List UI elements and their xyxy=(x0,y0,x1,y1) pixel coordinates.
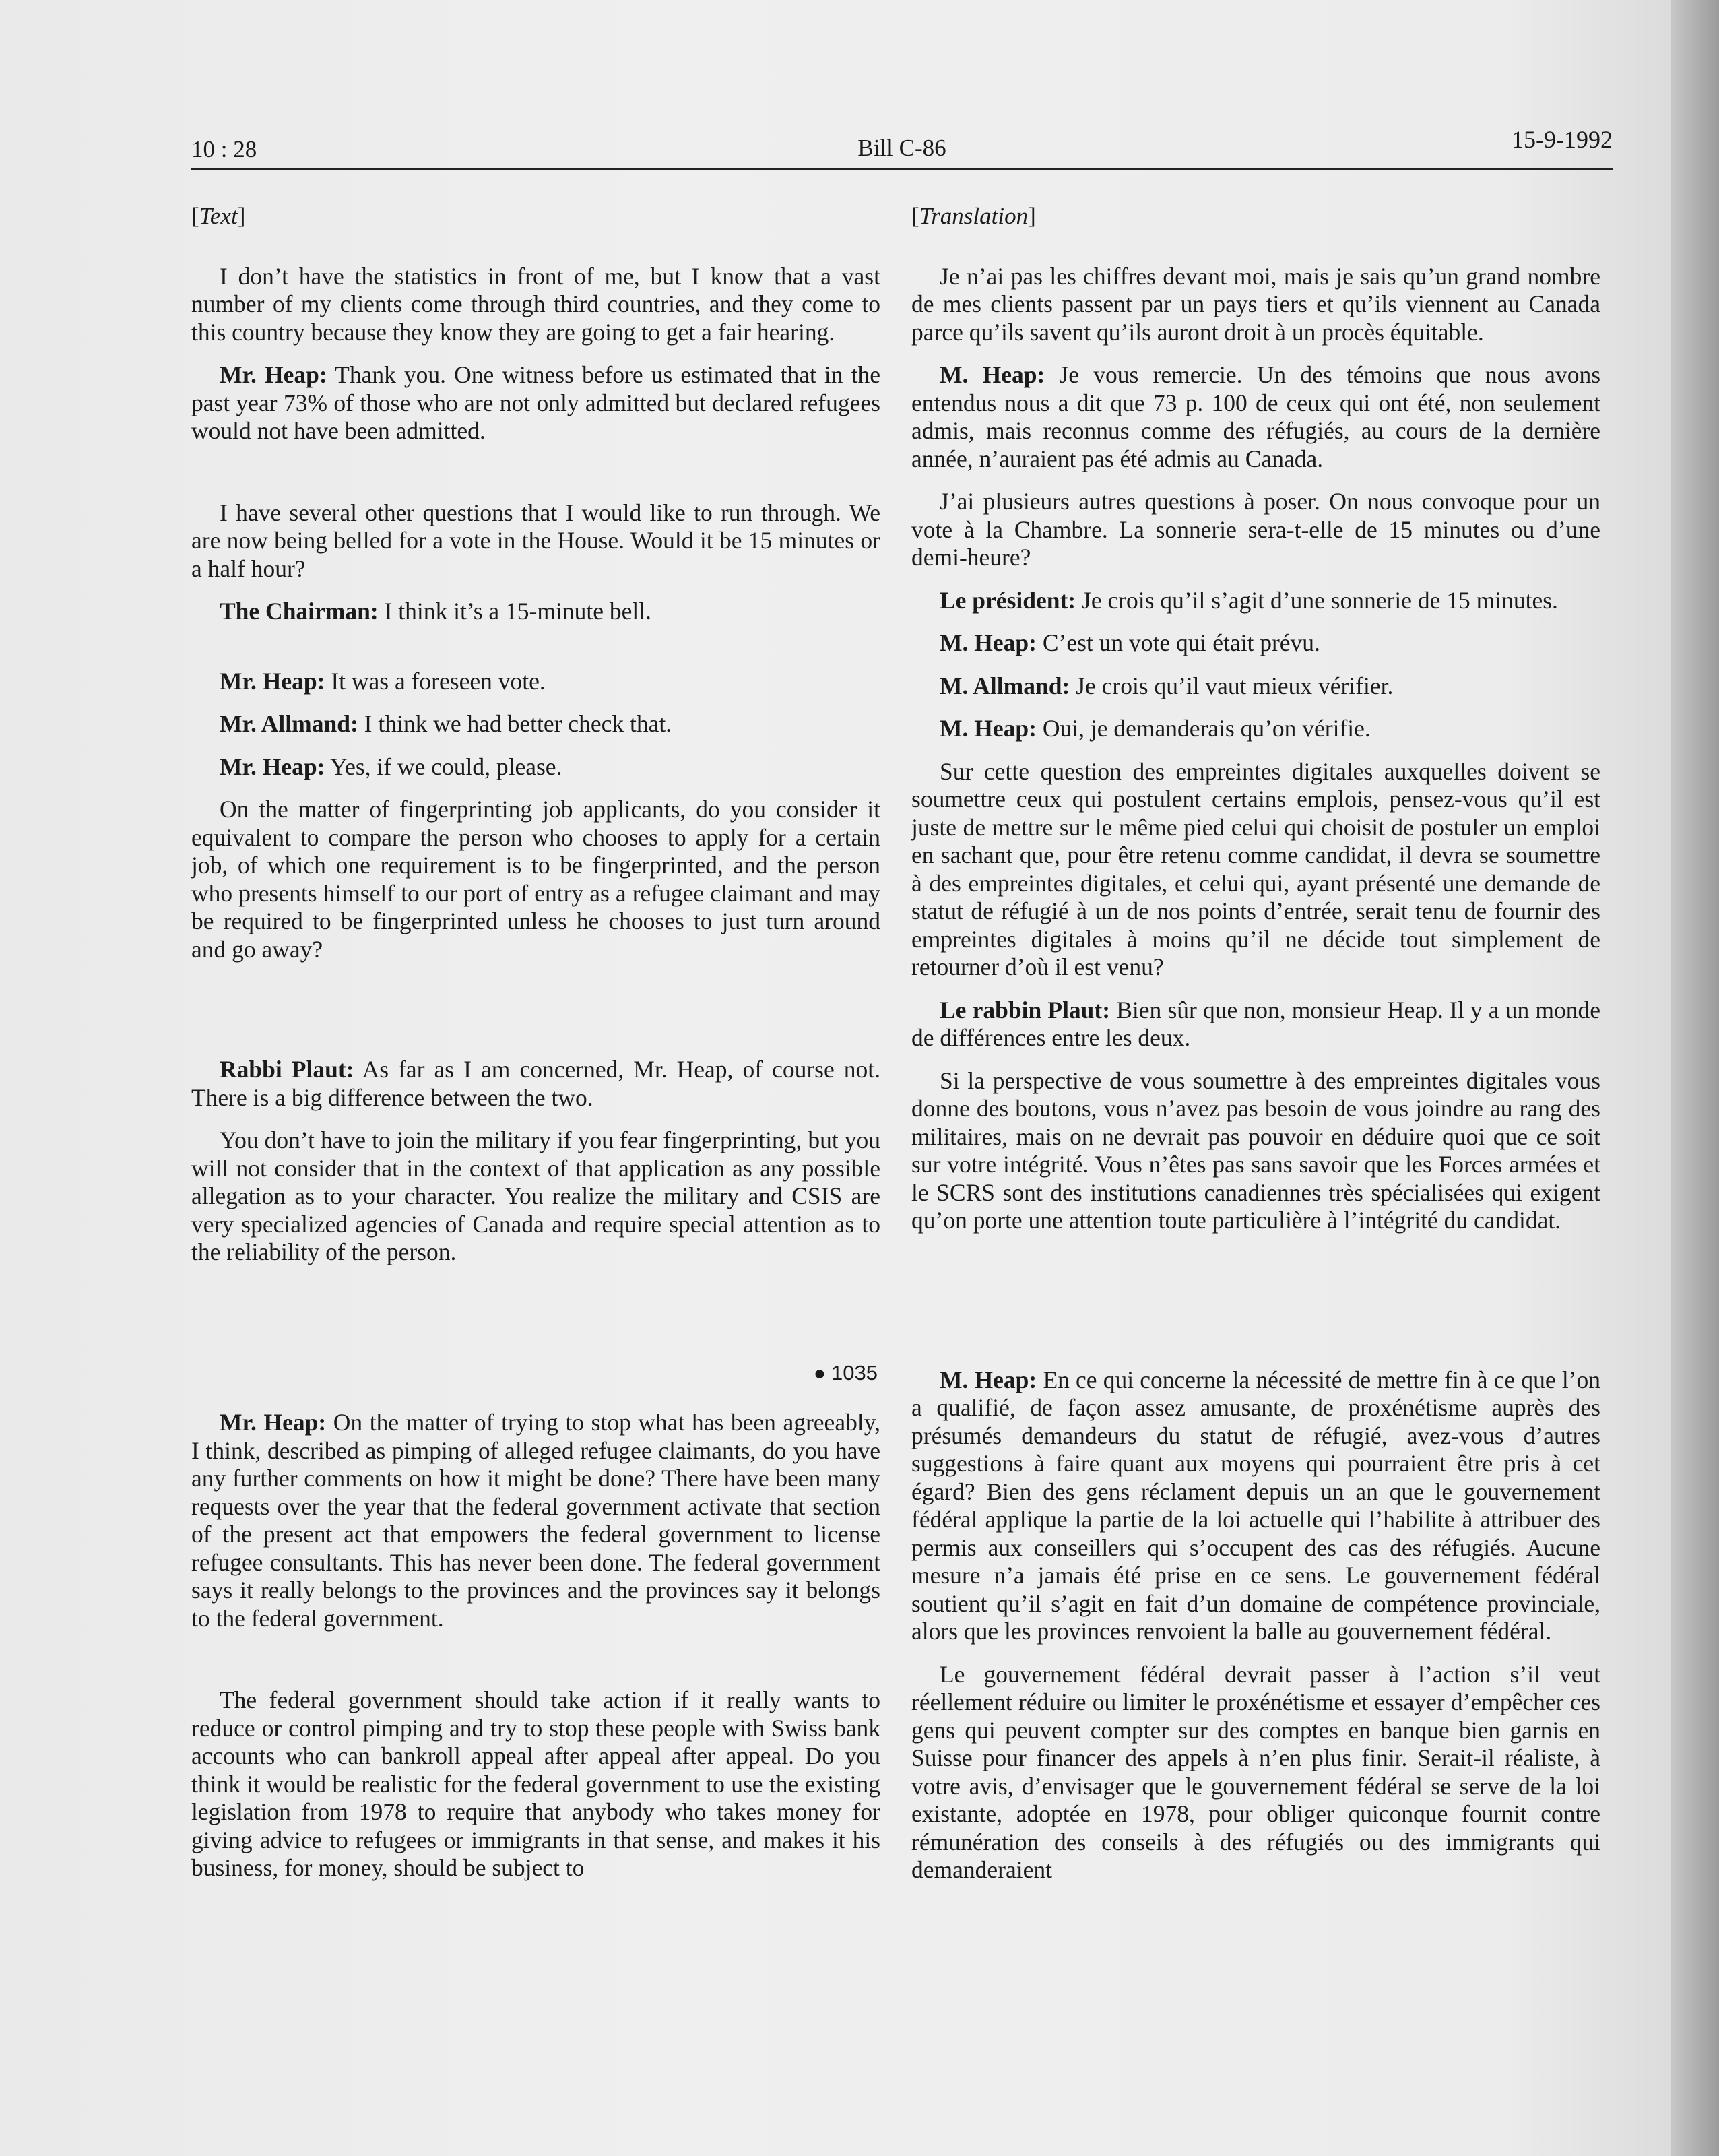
paragraph: Mr. Heap: Yes, if we could, please. xyxy=(220,753,562,780)
paragraph: M. Heap: En ce qui concerne la nécessité de mettre fin à ce que l’on a qualifié, de façon assez amusante, de proxénétisme auprès des présumés demandeurs du statut de réfugié, avez-vous d’autres suggestions à faire quant aux moyens qui pourraient être pris à cet égard? Bien des gens réclament depuis un an que le gouvernement fédéral applique la partie de la loi actuelle qui l’habilite à attribuer des permis aux conseillers qui s’occupent des cas des réfugiés. Aucune mesure n’a jamais été prise en ce sens. Le gouvernement fédéral soutient qu’il s’agit en fait d’un domaine de compétence provinciale, alors que les provinces renvoient la balle au gouvernement fédéral. xyxy=(911,1366,1601,1645)
paragraph: M. Allmand: Je crois qu’il vaut mieux vérifier. xyxy=(940,672,1394,699)
page-header xyxy=(191,121,1613,168)
paragraph: Mr. Heap: Thank you. One witness before us estimated that in the past year 73% of those who are not only admitted but declared refugees would not have been admitted. xyxy=(191,361,880,444)
paragraph: You don’t have to join the military if you fear fingerprinting, but you will not consider that in the context of that application as any possible allegation as to your character. You realize the military and CSIS are very specialized agencies of Canada and require special attention as to the reliability of the person. xyxy=(191,1127,880,1265)
paragraph: M. Heap: C’est un vote qui était prévu. xyxy=(940,629,1320,656)
time-marker: ● 1035 xyxy=(813,1360,878,1385)
paragraph: Mr. Heap: It was a foreseen vote. xyxy=(220,667,546,695)
header-rule xyxy=(191,168,1613,170)
paragraph: M. Heap: Je vous remercie. Un des témoins que nous avons entendus nous a dit que 73 p. 100 de ceux qui ont été, non seulement admis, mais reconnus comme des réfugiés, au cours de la dernière année, n’auraient pas été admis au Canada. xyxy=(911,361,1601,472)
paragraph: Si la perspective de vous soumettre à des empreintes digitales vous donne des boutons, vous n’avez pas besoin de vous joindre au rang des militaires, mais on ne devrait pas pouvoir en déduire quoi que ce soit sur votre intégrité. Vous n’êtes pas sans savoir que les Forces armées et le SCRS sont des institutions canadiennes très spécialisées qui exigent qu’on porte une attention toute particulière à l’intégrité du candidat. xyxy=(911,1067,1600,1234)
page-reference: 10 : 28 xyxy=(191,136,257,162)
paragraph: The Chairman: I think it’s a 15-minute bell. xyxy=(220,598,651,625)
bullet-icon: ● xyxy=(813,1362,826,1385)
paragraph: Le président: Je crois qu’il s’agit d’une sonnerie de 15 minutes. xyxy=(940,586,1558,614)
paragraph: Rabbi Plaut: As far as I am concerned, Mr. Heap, of course not. There is a big difference between the two. xyxy=(191,1056,881,1111)
bill-title: Bill C-86 xyxy=(857,135,946,161)
paragraph: Sur cette question des empreintes digitales auxquelles doivent se soumettre ceux qui postulent certains emplois, pensez-vous qu’il est juste de mettre sur le même pied celui qui choisit de postuler un emploi en sachant que, pour être retenu comme candidat, il devra se soumettre à des empreintes digitales, et celui qui, ayant présenté une demande de statut de réfugié à un de nos points d’entrée, serait tenu de fournir des empreintes digitales à moins qu’il ne décide tout simplement de retourner d’où il est venu? xyxy=(911,757,1600,980)
paragraph: Le rabbin Plaut: Bien sûr que non, monsieur Heap. Il y a un monde de différences entre les deux. xyxy=(911,996,1600,1051)
paragraph: Le gouvernement fédéral devrait passer à l’action s’il veut réellement réduire ou limiter le proxénétisme et essayer d’empêcher ces gens qui peuvent compter sur des comptes en banque bien garnis en Suisse pour financer des appels à n’en plus finir. Serait-il réaliste, à votre avis, d’envisager que le gouvernement fédéral se serve de la loi existante, adoptée en 1978, pour obliger quiconque fournit contre rémunération des conseils à des réfugiés ou des immigrants qui demanderaient xyxy=(911,1660,1600,1883)
paragraph: J’ai plusieurs autres questions à poser. On nous convoque pour un vote à la Chambre. La sonnerie sera-t-elle de 15 minutes ou d’une demi-heure? xyxy=(911,488,1600,571)
english-column xyxy=(191,202,880,1897)
paragraph: I have several other questions that I would like to run through. We are now being belled for a vote in the House. Would it be 15 minutes or a half hour? xyxy=(191,499,880,582)
page-edge xyxy=(1671,0,1719,2156)
text-tag: [Text] xyxy=(191,203,246,229)
french-column xyxy=(911,202,1600,1899)
paragraph: Mr. Allmand: I think we had better check that. xyxy=(220,710,672,737)
page-date: 15-9-1992 xyxy=(1512,126,1613,153)
translation-tag: [Translation] xyxy=(911,203,1036,229)
paragraph: The federal government should take action if it really wants to reduce or control pimping and try to stop these people with Swiss bank accounts who can bankroll appeal after appeal after appeal. Do you think it would be realistic for the federal government to use the existing legislation from 1978 to require that anybody who takes money for giving advice to refugees or immigrants in that sense, and makes it his business, for money, should be subject to xyxy=(191,1686,880,1881)
paragraph: Mr. Heap: On the matter of trying to stop what has been agreeably, I think, described as pimping of alleged refugee claimants, do you have any further comments on how it might be done? There have been many requests over the year that the federal government activate that section of the present act that empowers the federal government to license refugee consultants. This has never been done. The federal government says it really belongs to the provinces and the provinces say it belongs to the federal government. xyxy=(191,1409,881,1632)
paragraph: M. Heap: Oui, je demanderais qu’on vérifie. xyxy=(940,715,1371,742)
paragraph: Je n’ai pas les chiffres devant moi, mais je sais qu’un grand nombre de mes clients passent par un pays tiers et qu’ils viennent au Canada parce qu’ils savent qu’ils auront droit à un procès équitable. xyxy=(911,262,1600,346)
paragraph: I don’t have the statistics in front of me, but I know that a vast number of my clients come through third countries, and they come to this country because they know they are going to get a fair hearing. xyxy=(191,262,880,346)
paragraph: On the matter of fingerprinting job applicants, do you consider it equivalent to compare the person who chooses to apply for a certain job, of which one requirement is to be fingerprinted, and the person who presents himself to our port of entry as a refugee claimant and may be required to be fingerprinted unless he chooses to just turn around and go away? xyxy=(191,796,880,963)
